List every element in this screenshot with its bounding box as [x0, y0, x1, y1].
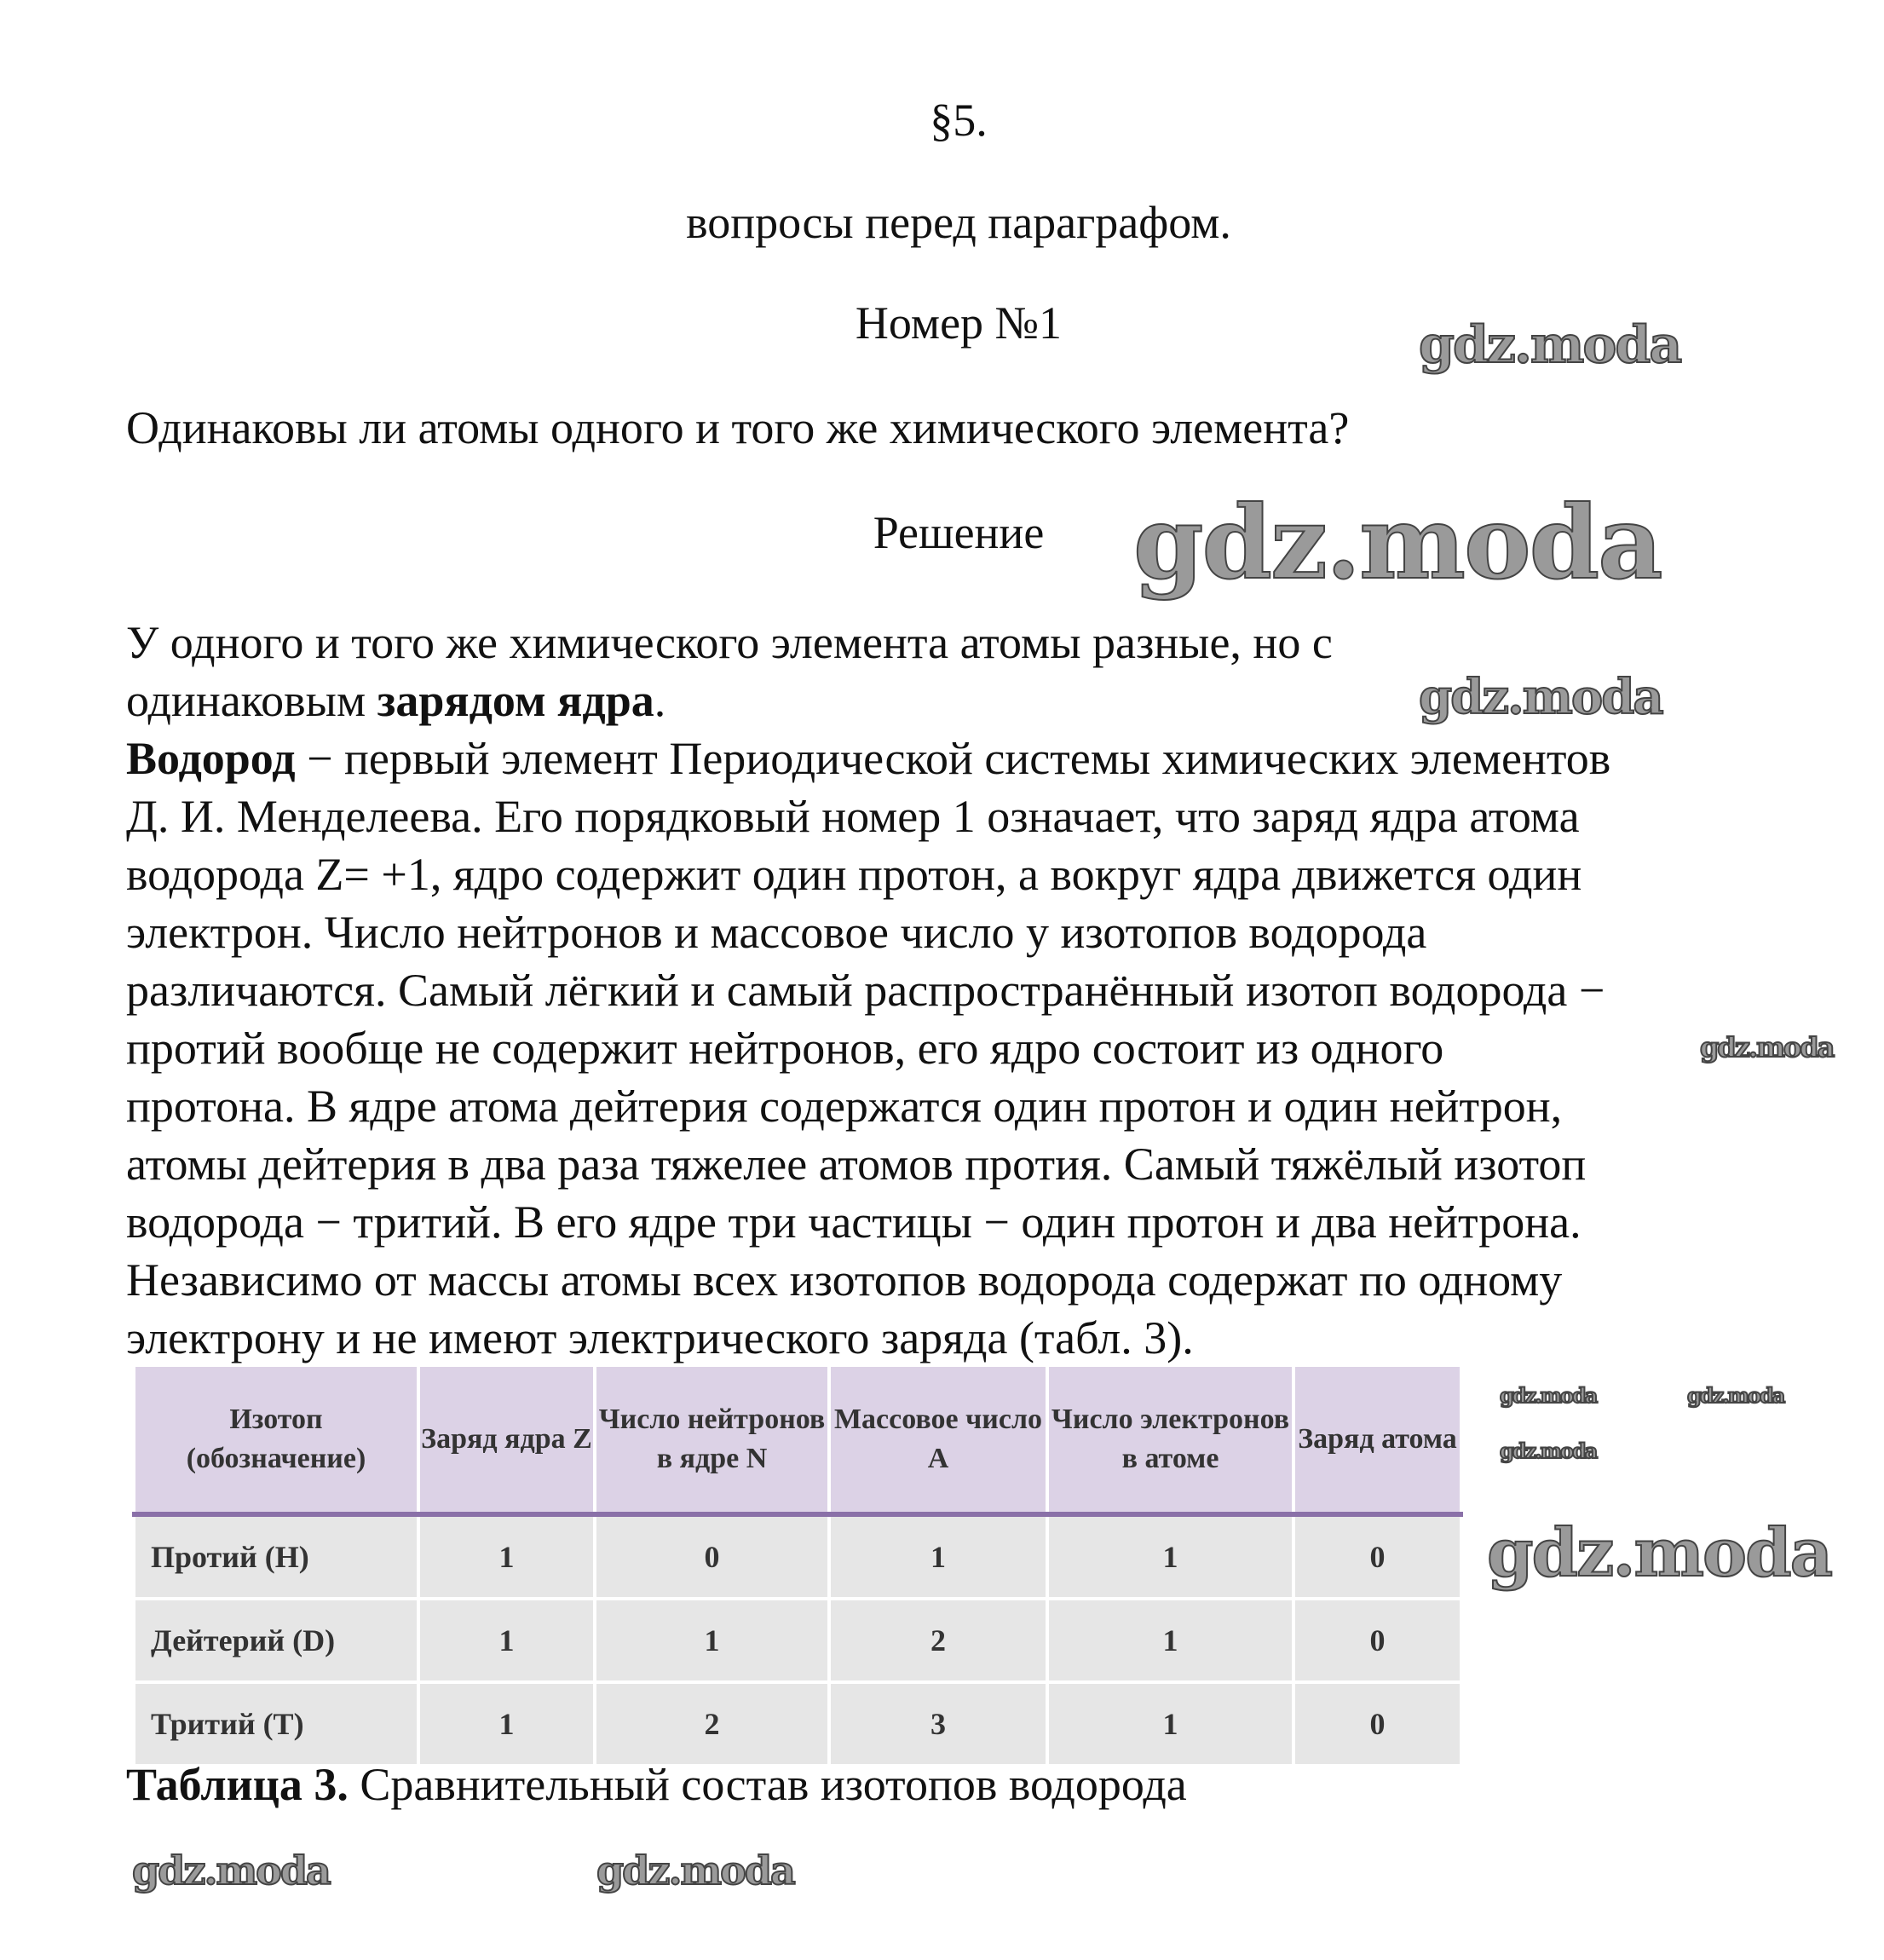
- cell: 1: [829, 1514, 1047, 1599]
- column-header: Заряд атома: [1293, 1365, 1461, 1514]
- watermark: gdz.moda: [1487, 1514, 1832, 1592]
- bold-term: Водород: [126, 733, 296, 784]
- answer-line: Д. И. Менделеева. Его порядковый номер 1 означает, что заряд ядра атома: [126, 791, 1580, 842]
- table-header-row: [134, 1365, 1461, 1514]
- cell: 1: [418, 1514, 595, 1599]
- question: Одинаковы ли атомы одного и того же химического элемента?: [126, 402, 1350, 453]
- cell: 1: [1047, 1682, 1293, 1766]
- answer-line: водорода Z= +1, ядро содержит один протон, а вокруг ядра движется один: [126, 849, 1582, 900]
- cell: 3: [829, 1682, 1047, 1766]
- text: .: [654, 675, 666, 726]
- column-header: Массовое число A: [829, 1365, 1047, 1514]
- column-header: Изотоп (обозначение): [134, 1365, 418, 1514]
- answer-line: Независимо от массы атомы всех изотопов водорода содержат по одному: [126, 1254, 1563, 1306]
- answer-line: У одного и того же химического элемента атомы разные, но с: [126, 617, 1333, 668]
- watermark: gdz.moda: [1500, 1383, 1597, 1408]
- caption-text: Сравнительный состав изотопов водорода: [348, 1759, 1187, 1810]
- table-row: [134, 1599, 1461, 1682]
- watermark: gdz.moda: [1700, 1031, 1834, 1064]
- cell: Протий (H): [134, 1514, 418, 1599]
- answer-line: протона. В ядре атома дейтерия содержатся один протон и один нейтрон,: [126, 1081, 1563, 1132]
- cell: 0: [595, 1514, 829, 1599]
- watermark: gdz.moda: [1419, 669, 1662, 725]
- answer-line: [126, 729, 1610, 787]
- column-header: Заряд ядра Z: [418, 1365, 595, 1514]
- bold-term: зарядом ядра: [377, 675, 654, 726]
- watermark: gdz.moda: [1500, 1438, 1597, 1463]
- text: одинаковым: [126, 675, 377, 726]
- solution-label: Решение: [873, 507, 1045, 558]
- watermark: gdz.moda: [1419, 315, 1681, 375]
- subtitle: вопросы перед параграфом.: [686, 197, 1231, 248]
- answer-line: протий вообще не содержит нейтронов, его ядро состоит из одного: [126, 1023, 1444, 1074]
- problem-number: Номер №1: [855, 297, 1063, 349]
- cell: 1: [418, 1682, 595, 1766]
- column-header: Число нейтронов в ядре N: [595, 1365, 829, 1514]
- cell: 0: [1293, 1682, 1461, 1766]
- answer-line: [126, 672, 665, 729]
- cell: 1: [595, 1599, 829, 1682]
- answer-line: различаются. Самый лёгкий и самый распространённый изотоп водорода −: [126, 965, 1605, 1016]
- answer-line: водорода − тритий. В его ядре три частицы − один протон и два нейтрона.: [126, 1196, 1582, 1248]
- watermark: gdz.moda: [1133, 483, 1662, 602]
- section-number: §5.: [930, 95, 988, 146]
- cell: 1: [418, 1599, 595, 1682]
- isotope-table: [132, 1363, 1463, 1767]
- cell: Тритий (T): [134, 1682, 418, 1766]
- column-header: Число электронов в атоме: [1047, 1365, 1293, 1514]
- caption-label: Таблица 3.: [126, 1759, 349, 1810]
- cell: 2: [829, 1599, 1047, 1682]
- watermark: gdz.moda: [596, 1848, 794, 1894]
- cell: 0: [1293, 1514, 1461, 1599]
- cell: 0: [1293, 1599, 1461, 1682]
- cell: 1: [1047, 1599, 1293, 1682]
- watermark: gdz.moda: [1687, 1383, 1784, 1408]
- cell: 2: [595, 1682, 829, 1766]
- answer-line: электрон. Число нейтронов и массовое число у изотопов водорода: [126, 907, 1427, 958]
- answer-line: электрону и не имеют электрического заряда (табл. 3).: [126, 1312, 1194, 1363]
- cell: 1: [1047, 1514, 1293, 1599]
- text: − первый элемент Периодической системы химических элементов: [295, 733, 1611, 784]
- cell: Дейтерий (D): [134, 1599, 418, 1682]
- answer-line: атомы дейтерия в два раза тяжелее атомов протия. Самый тяжёлый изотоп: [126, 1139, 1587, 1190]
- watermark: gdz.moda: [132, 1848, 330, 1894]
- table-caption: [126, 1755, 1187, 1813]
- table-row: [134, 1514, 1461, 1599]
- table-row: [134, 1682, 1461, 1766]
